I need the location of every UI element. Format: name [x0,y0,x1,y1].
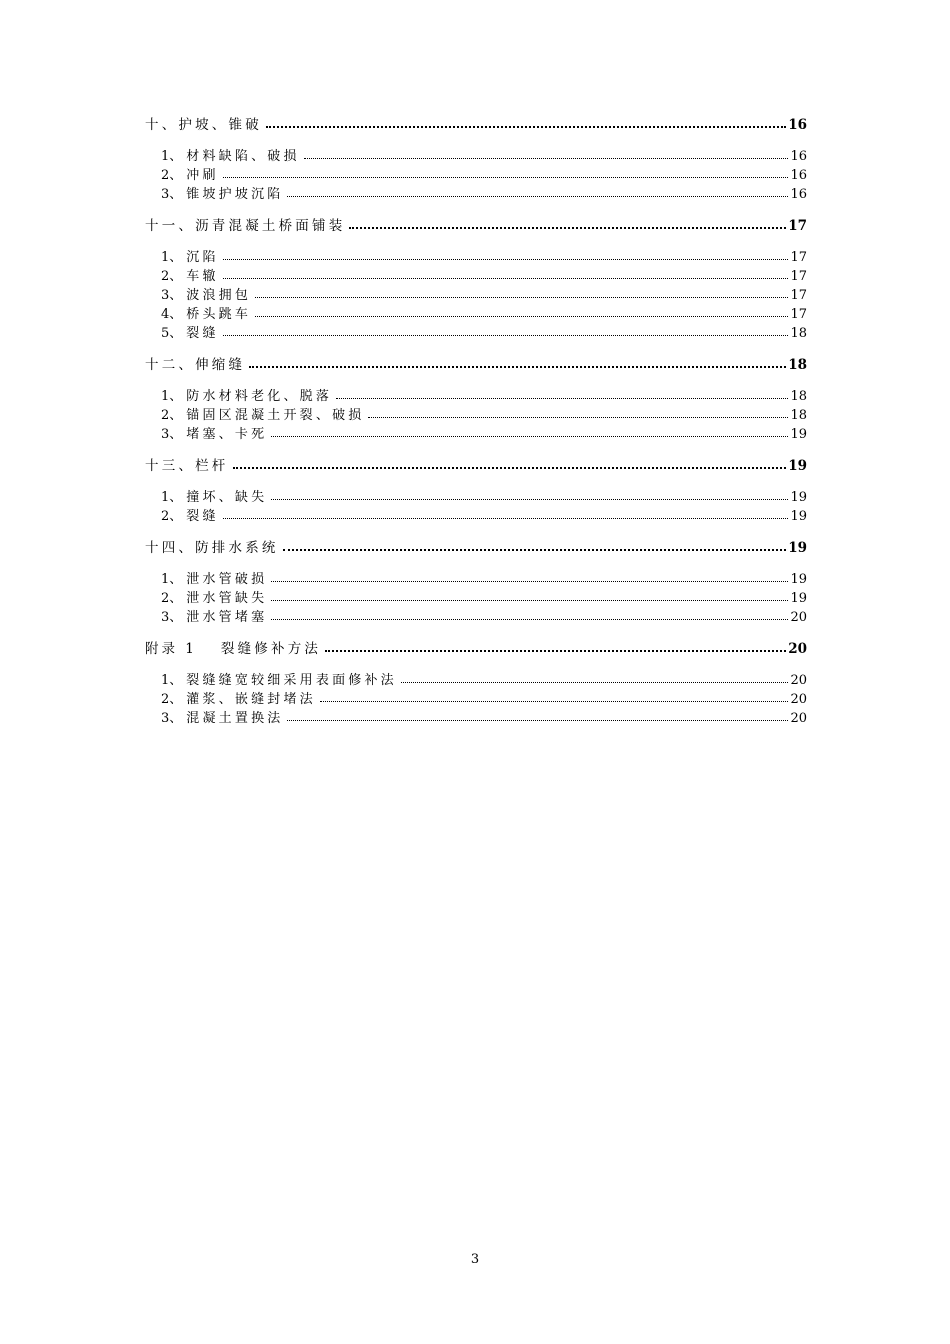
toc-entry[interactable] [145,146,807,165]
toc-entry-text: 防水材料老化、脱落 [186,389,333,404]
toc-section[interactable] [145,354,807,374]
dot-leader [287,707,788,721]
toc-page-number: 16 [790,187,807,202]
dot-leader [233,454,787,469]
toc-entry-text: 材料缺陷、破损 [186,149,300,164]
toc-entry[interactable] [145,569,807,588]
toc-entry-title [161,387,332,406]
toc-entry-number: 1、 [161,490,183,505]
toc-entry-text: 冲刷 [186,168,219,183]
toc-entry-number: 3、 [161,187,183,202]
toc-entry-text: 波浪拥包 [186,288,252,303]
toc-page-number: 16 [790,168,807,183]
toc-entry-number: 1、 [161,250,183,265]
dot-leader [401,669,789,683]
toc-page-number: 18 [788,357,807,373]
page-number: 3 [470,1252,480,1267]
dot-leader [223,505,789,519]
toc-entry[interactable] [145,487,807,506]
toc-page-number: 16 [790,149,807,164]
toc-entry-number: 2、 [161,591,183,606]
dot-leader [271,486,788,500]
toc-entry[interactable] [145,506,807,525]
toc-entry[interactable] [145,386,807,405]
dot-leader [223,322,789,336]
toc-entry-number: 3、 [161,427,183,442]
toc-entry-number: 1、 [161,673,183,688]
toc-entry-title [145,639,321,659]
toc-entry-number: 3、 [161,288,183,303]
toc-section[interactable] [145,455,807,475]
toc-entry-number: 1、 [161,149,183,164]
toc-entry-text: 灌浆、嵌缝封堵法 [186,692,316,707]
toc-page-number: 19 [790,591,807,606]
toc-entry-number: 1、 [161,389,183,404]
dot-leader [223,265,789,279]
toc-section[interactable] [145,114,807,134]
toc-entry-text: 锚固区混凝土开裂、破损 [186,408,365,423]
toc-entry-title [161,570,267,589]
dot-leader [283,536,787,551]
toc-entry-text: 十二、伸缩缝 [145,357,246,373]
toc-entry-title [145,115,262,135]
toc-entry-text: 十三、栏杆 [145,458,229,474]
toc-page-number: 19 [790,490,807,505]
toc-page-number: 19 [790,509,807,524]
toc-entry-text: 十、护坡、锥破 [145,117,262,133]
toc-page-number: 17 [790,250,807,265]
toc-entry-text: 裂缝修补方法 [220,641,322,657]
toc-entry[interactable] [145,323,807,342]
toc-entry-text: 十四、防排水系统 [145,540,279,556]
toc-section[interactable] [145,638,807,658]
toc-entry-title [161,608,267,627]
toc-page-number: 20 [788,641,807,657]
toc-entry[interactable] [145,266,807,285]
dot-leader [325,637,786,652]
toc-entry-number: 5、 [161,326,183,341]
toc-entry[interactable] [145,607,807,626]
toc-page-number: 18 [790,389,807,404]
toc-entry[interactable] [145,424,807,443]
dot-leader [223,246,789,260]
toc-entry[interactable] [145,588,807,607]
toc-entry-title [145,456,229,476]
toc-page-number: 19 [790,427,807,442]
toc-page-number: 18 [790,408,807,423]
toc-page-number: 17 [790,269,807,284]
toc-entry-text: 泄水管堵塞 [186,610,268,625]
toc-entry-text: 撞坏、缺失 [186,490,268,505]
toc-section[interactable] [145,537,807,557]
toc-page-number: 16 [788,117,807,133]
toc-section[interactable] [145,215,807,235]
toc-entry-text: 裂缝 [186,326,219,341]
toc-entry-number: 3、 [161,711,183,726]
toc-entry-number: 3、 [161,610,183,625]
toc-entry[interactable] [145,247,807,266]
toc-entry-title [145,355,245,375]
toc-entry-text: 堵塞、卡死 [186,427,268,442]
dot-leader [271,606,788,620]
toc-entry-title [161,425,267,444]
toc-page-number: 19 [788,540,807,556]
toc-entry-number: 2、 [161,408,183,423]
toc-entry[interactable] [145,304,807,323]
toc-page-number: 19 [788,458,807,474]
toc-page-number: 19 [790,572,807,587]
toc-entry-text: 裂缝缝宽较细采用表面修补法 [186,673,397,688]
dot-leader [255,284,788,298]
toc-entry-text: 锥坡护坡沉陷 [186,187,284,202]
toc-entry-title [161,166,219,185]
table-of-contents [145,114,807,727]
dot-leader [249,353,786,368]
toc-entry-number: 2、 [161,509,183,524]
toc-entry-title [161,709,283,728]
toc-page-number: 20 [790,692,807,707]
toc-entry[interactable] [145,708,807,727]
toc-entry-text: 混凝土置换法 [186,711,284,726]
dot-leader [304,145,789,159]
toc-page-number: 17 [790,288,807,303]
toc-entry[interactable] [145,689,807,708]
toc-entry-title [161,589,267,608]
toc-page-number: 20 [790,610,807,625]
toc-entry-title [145,538,279,558]
dot-leader [271,568,788,582]
toc-entry-number: 2、 [161,692,183,707]
toc-entry-title [161,185,283,204]
toc-entry-title [161,324,219,343]
toc-entry[interactable] [145,405,807,424]
toc-entry-title [161,248,219,267]
toc-entry-number: 4、 [161,307,183,322]
toc-entry-text: 裂缝 [186,509,219,524]
toc-page-number: 18 [790,326,807,341]
dot-leader [266,113,786,128]
dot-leader [336,385,788,399]
toc-entry-text: 沉陷 [186,250,219,265]
toc-entry[interactable] [145,670,807,689]
dot-leader [271,587,788,601]
toc-entry-title [161,507,219,526]
dot-leader [223,164,789,178]
dot-leader [368,404,788,418]
toc-entry-text: 十一、沥青混凝土桥面铺装 [145,218,346,234]
toc-page-number: 20 [790,673,807,688]
toc-entry-text: 泄水管破损 [186,572,268,587]
dot-leader [287,183,788,197]
dot-leader [349,214,786,229]
dot-leader [255,303,788,317]
toc-page-number: 17 [788,218,807,234]
dot-leader [271,423,788,437]
toc-entry-text: 桥头跳车 [186,307,252,322]
toc-entry[interactable] [145,165,807,184]
toc-entry[interactable] [145,184,807,203]
appendix-label: 附录 1 [145,641,197,657]
toc-entry-title [161,286,251,305]
toc-entry-title [145,216,345,236]
toc-entry-number: 2、 [161,269,183,284]
dot-leader [320,688,789,702]
toc-entry-number: 1、 [161,572,183,587]
toc-page-number: 17 [790,307,807,322]
toc-entry-title [161,267,219,286]
toc-entry[interactable] [145,285,807,304]
toc-entry-text: 车辙 [186,269,219,284]
toc-entry-number: 2、 [161,168,183,183]
toc-entry-text: 泄水管缺失 [186,591,268,606]
toc-page-number: 20 [790,711,807,726]
